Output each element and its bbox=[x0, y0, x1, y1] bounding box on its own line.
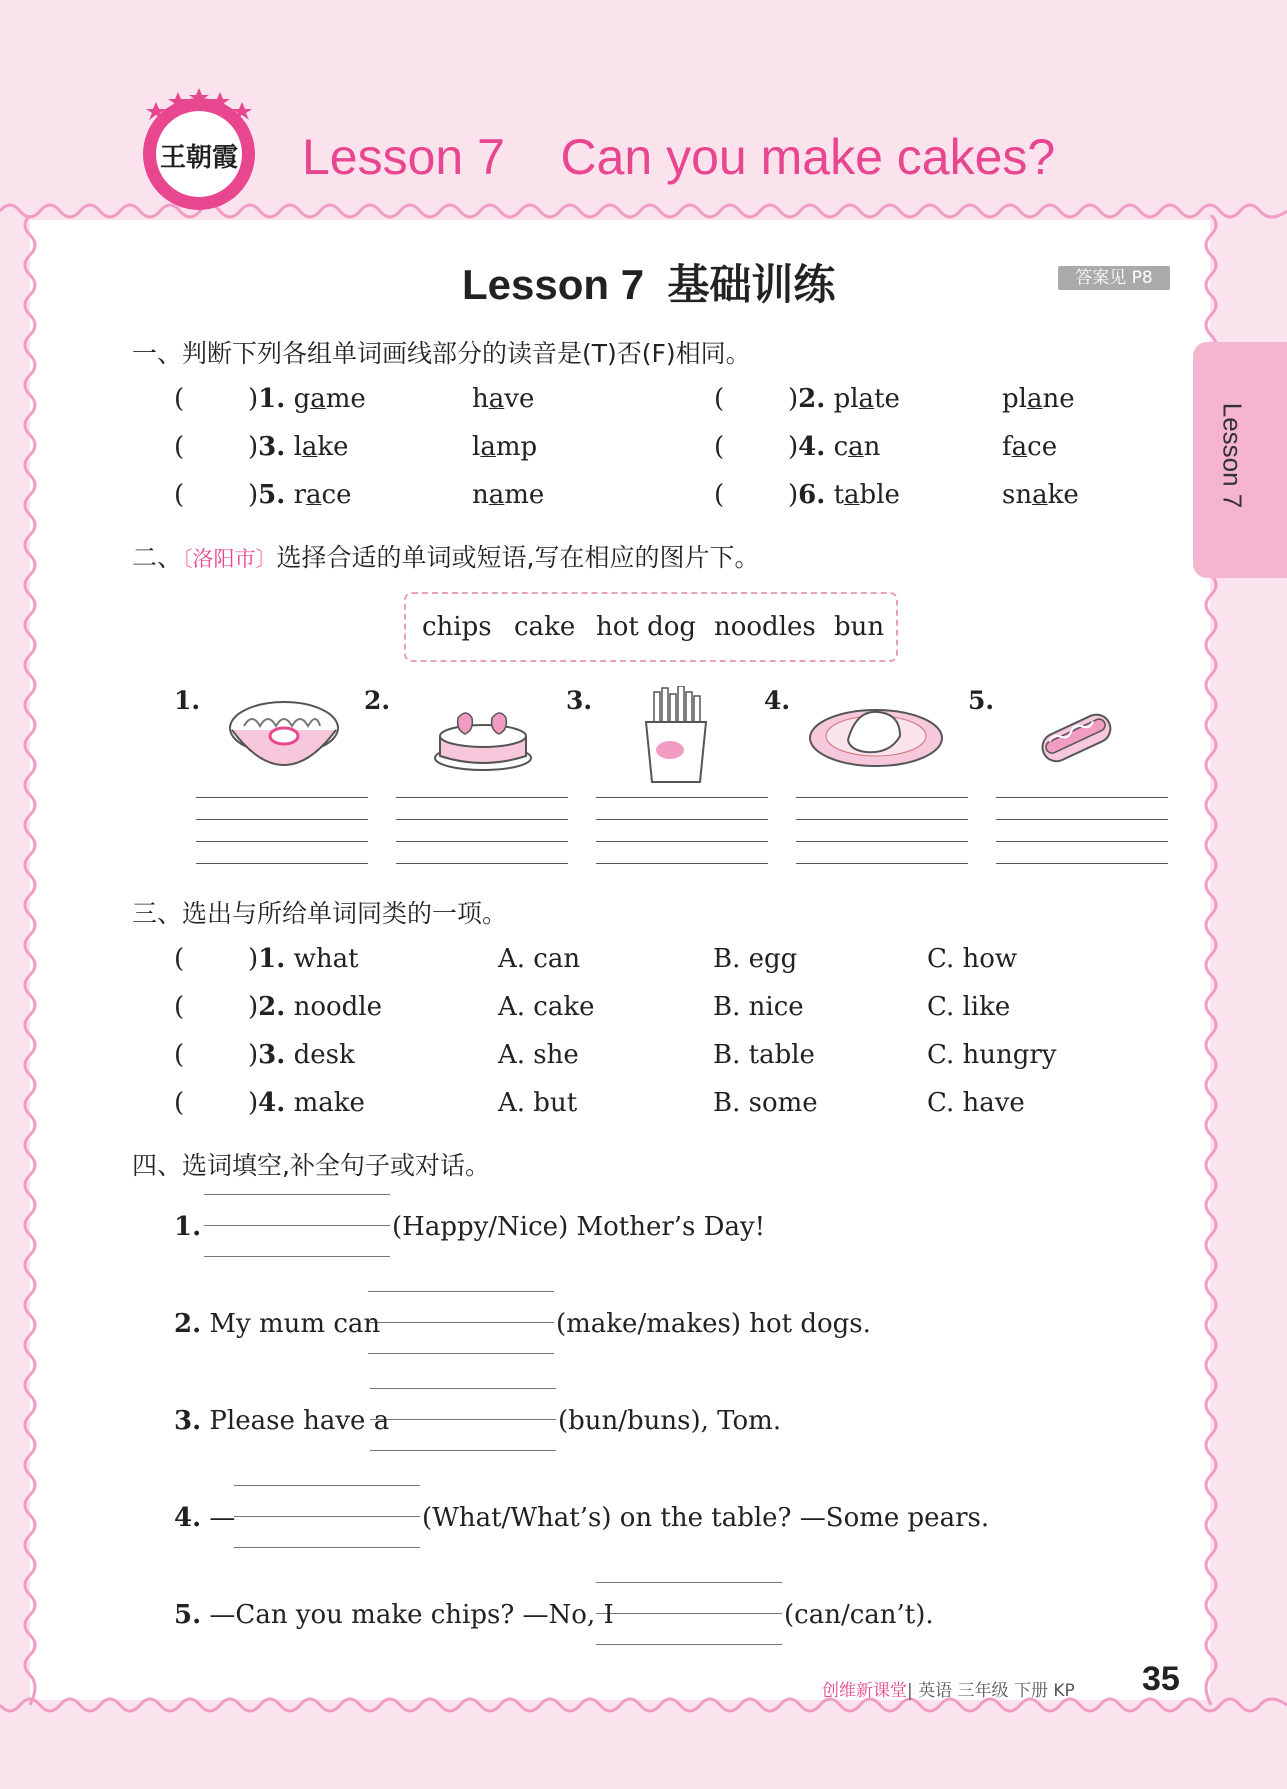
picture-number: 2. bbox=[364, 686, 391, 715]
s1-item-1: )1. game bbox=[248, 384, 366, 414]
answer-paren[interactable]: ( bbox=[174, 432, 185, 462]
brand-logo-seal bbox=[136, 88, 262, 214]
fill-blank[interactable] bbox=[596, 1582, 782, 1644]
option-b: B. table bbox=[713, 1040, 815, 1070]
s4-item-4: 4. — bbox=[174, 1503, 236, 1533]
s4-item-5: 5. —Can you make chips? —No, I bbox=[174, 1600, 614, 1630]
page-title: Lesson 7 Can you make cakes? bbox=[302, 129, 1056, 185]
s1-compare-6: snake bbox=[1002, 480, 1079, 510]
answer-paren[interactable]: ( bbox=[174, 944, 185, 974]
section-4-heading: 四、选词填空,补全句子或对话。 bbox=[132, 1151, 490, 1180]
answer-paren[interactable]: ( bbox=[174, 480, 185, 510]
s1-compare-4: face bbox=[1002, 432, 1058, 462]
footer-brand: 创维新课堂 bbox=[822, 1681, 907, 1701]
s4-item-1-hint: (Happy/Nice) Mother’s Day! bbox=[392, 1212, 766, 1242]
side-tab-label: Lesson 7 bbox=[1217, 402, 1248, 509]
option-a: A. she bbox=[498, 1040, 579, 1070]
s1-compare-5: name bbox=[472, 480, 545, 510]
option-a: A. cake bbox=[498, 992, 595, 1022]
s4-item-5-hint: (can/can’t). bbox=[784, 1600, 934, 1630]
s4-item-3-hint: (bun/buns), Tom. bbox=[558, 1406, 782, 1436]
s1-compare-2: plane bbox=[1002, 384, 1075, 414]
option-b: B. egg bbox=[713, 944, 798, 974]
picture-number: 5. bbox=[968, 686, 995, 715]
picture-number: 3. bbox=[566, 686, 593, 715]
wave-border-left bbox=[18, 215, 42, 1705]
answer-paren[interactable]: ( bbox=[714, 480, 725, 510]
answer-paren[interactable]: ( bbox=[174, 1040, 185, 1070]
s1-item-3: )3. lake bbox=[248, 432, 349, 462]
option-b: B. nice bbox=[713, 992, 804, 1022]
s1-item-2: )2. plate bbox=[788, 384, 900, 414]
word-bank-item: hot dog bbox=[596, 612, 697, 642]
s3-item-3: )3. desk bbox=[248, 1040, 355, 1070]
hot-dog-icon bbox=[1034, 700, 1118, 774]
option-c: C. how bbox=[927, 944, 1018, 974]
word-bank-item: bun bbox=[834, 612, 885, 642]
strawberry-cake-icon bbox=[432, 698, 534, 774]
answer-reference-badge: 答案见 P8 bbox=[1058, 266, 1170, 290]
s1-item-5: )5. race bbox=[248, 480, 352, 510]
s4-item-4-hint: (What/What’s) on the table? —Some pears. bbox=[422, 1503, 990, 1533]
s4-item-2-hint: (make/makes) hot dogs. bbox=[556, 1309, 871, 1339]
answer-paren[interactable]: ( bbox=[714, 384, 725, 414]
logo-text: 王朝霞 bbox=[159, 143, 239, 173]
option-b: B. some bbox=[713, 1088, 818, 1118]
answer-paren[interactable]: ( bbox=[174, 1088, 185, 1118]
option-c: C. hungry bbox=[927, 1040, 1057, 1070]
s1-item-6: )6. table bbox=[788, 480, 900, 510]
fill-blank[interactable] bbox=[370, 1388, 556, 1450]
s3-item-1: )1. what bbox=[248, 944, 359, 974]
s4-item-1: 1. bbox=[174, 1212, 202, 1242]
word-bank-item: noodles bbox=[714, 612, 816, 642]
s1-item-4: )4. can bbox=[788, 432, 881, 462]
picture-number: 4. bbox=[764, 686, 791, 715]
writing-lines[interactable] bbox=[996, 797, 1168, 865]
writing-lines[interactable] bbox=[196, 797, 368, 865]
answer-paren[interactable]: ( bbox=[174, 384, 185, 414]
s1-compare-3: lamp bbox=[472, 432, 538, 462]
writing-lines[interactable] bbox=[796, 797, 968, 865]
option-a: A. but bbox=[498, 1088, 578, 1118]
city-tag: 〔洛阳市〕 bbox=[182, 547, 277, 571]
writing-lines[interactable] bbox=[596, 797, 768, 865]
fill-blank[interactable] bbox=[204, 1194, 390, 1256]
option-a: A. can bbox=[498, 944, 581, 974]
option-c: C. like bbox=[927, 992, 1011, 1022]
s1-compare-1: have bbox=[472, 384, 535, 414]
section-3-heading: 三、选出与所给单词同类的一项。 bbox=[132, 899, 508, 928]
fill-blank[interactable] bbox=[234, 1485, 420, 1547]
s4-item-2: 2. My mum can bbox=[174, 1309, 381, 1339]
section-subtitle: Lesson 7 基础训练 bbox=[462, 261, 836, 308]
word-bank-item: chips bbox=[422, 612, 492, 642]
bun-on-plate-icon bbox=[808, 702, 944, 770]
noodles-bowl-icon bbox=[226, 690, 342, 782]
word-bank-box bbox=[404, 592, 898, 662]
s3-item-4: )4. make bbox=[248, 1088, 365, 1118]
s4-item-3: 3. Please have a bbox=[174, 1406, 390, 1436]
section-1-heading: 一、判断下列各组单词画线部分的读音是(T)否(F)相同。 bbox=[132, 339, 751, 368]
wave-border-bottom bbox=[0, 1690, 1287, 1720]
s3-item-2: )2. noodle bbox=[248, 992, 382, 1022]
answer-paren[interactable]: ( bbox=[174, 992, 185, 1022]
section-2-heading: 二、〔洛阳市〕选择合适的单词或短语,写在相应的图片下。 bbox=[132, 543, 760, 572]
picture-number: 1. bbox=[174, 686, 201, 715]
french-fries-icon bbox=[640, 686, 716, 786]
word-bank-item: cake bbox=[514, 612, 576, 642]
option-c: C. have bbox=[927, 1088, 1025, 1118]
footer-meta: | 英语 三年级 下册 KP bbox=[907, 1681, 1075, 1701]
writing-lines[interactable] bbox=[396, 797, 568, 865]
answer-paren[interactable]: ( bbox=[714, 432, 725, 462]
fill-blank[interactable] bbox=[368, 1291, 554, 1353]
page-number: 35 bbox=[1142, 1660, 1180, 1698]
footer-publisher bbox=[822, 1676, 1075, 1701]
